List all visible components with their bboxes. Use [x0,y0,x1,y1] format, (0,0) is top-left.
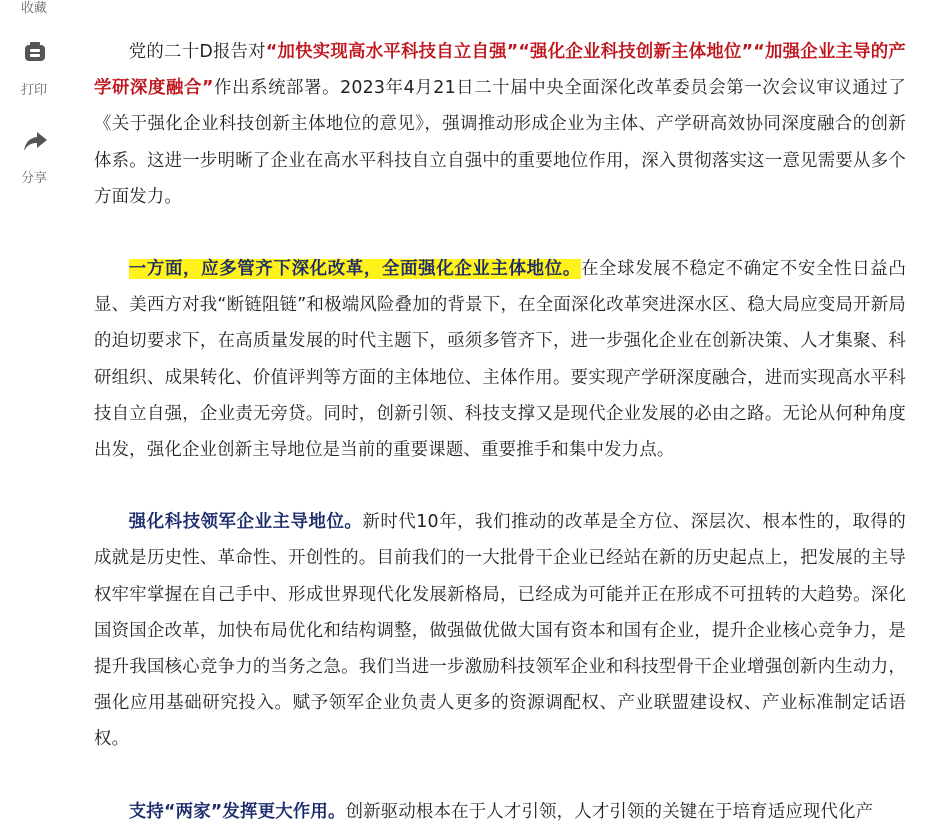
emphasis-phrase-1: “加快实现高水平科技自立自强” [265,42,519,62]
intro-text-start: 党的二十D报告对 [128,42,266,62]
article-body [94,34,906,830]
paragraph-leading-enterprises [94,504,906,757]
paragraph-reform [94,251,906,468]
favorite-label: 收藏 [20,1,47,16]
paragraph-reform-body: 在全球发展不稳定不确定不安全性日益凸显、美西方对我“断链阻链”和极端风险叠加的背景下，在全面深化改革突进深水区、稳大局应变局开新局的迫切要求下，在高质量发展的时代主题下，亟须多管齐下，进一步强化企业在创新决策、人才集聚、科研组织、成果转化、价值评判等方面的主体地位、主体作用。要实现产学研深度融合，进而实现高水平科技自立自强，企业责无旁贷。同时，创新引领、科技支撑又是现代企业发展的必由之路。无论从何种角度出发，强化企业创新主导地位是当前的重要课题、重要推手和集中发力点。 [94,259,906,461]
paragraph-intro [94,34,906,215]
section-lead-leading-enterprises: 强化科技领军企业主导地位。 [128,512,363,533]
paragraph-two-groups-body: 创新驱动根本在于人才引领，人才引领的关键在于培育适应现代化产 [345,801,874,822]
paragraph-leading-enterprises-body: 新时代10年，我们推动的改革是全方位、深层次、根本性的，取得的成就是历史性、革命性、开创性的。目前我们的一大批骨干企业已经站在新的历史起点上，把发展的主导权牢牢掌握在自己手中、形成世界现代化发展新格局，已经成为可能并正在形成不可扭转的大趋势。深化国资国企改革，加快布局优化和结构调整，做强做优做大国有资本和国有企业，提升企业核心竞争力，是提升我国核心竞争力的当务之急。我们当进一步激励科技领军企业和科技型骨干企业增强创新内生动力，强化应用基础研究投入。赋予领军企业负责人更多的资源调配权、产业联盟建设权、产业标准制定话语权。 [94,512,906,750]
printer-icon [22,39,48,65]
print-label: 打印 [20,83,47,98]
emphasis-phrase-3: “加强企业主导的产学研深度融合” [94,42,906,99]
section-lead-two-groups: 支持“两家”发挥更大作用。 [128,801,346,822]
share-label: 分享 [20,171,47,186]
highlighted-lead-sentence: 一方面，应多管齐下深化改革，全面强化企业主体地位。 [128,259,581,280]
share-arrow-icon [22,128,48,154]
emphasis-phrase-2: “强化企业科技创新主体地位” [518,42,754,62]
intro-text-rest: 作出系统部署。2023年4月21日二十届中央全面深化改革委员会第一次会议审议通过了《关于强化企业科技创新主体地位的意见》，强调推动形成企业为主体、产学研高效协同深度融合的创新体系。这进一步明晰了企业在高水平科技自立自强中的重要地位作用，深入贯彻落实这一意见需要从多个方面发力。 [94,78,906,207]
paragraph-two-groups [94,794,906,830]
